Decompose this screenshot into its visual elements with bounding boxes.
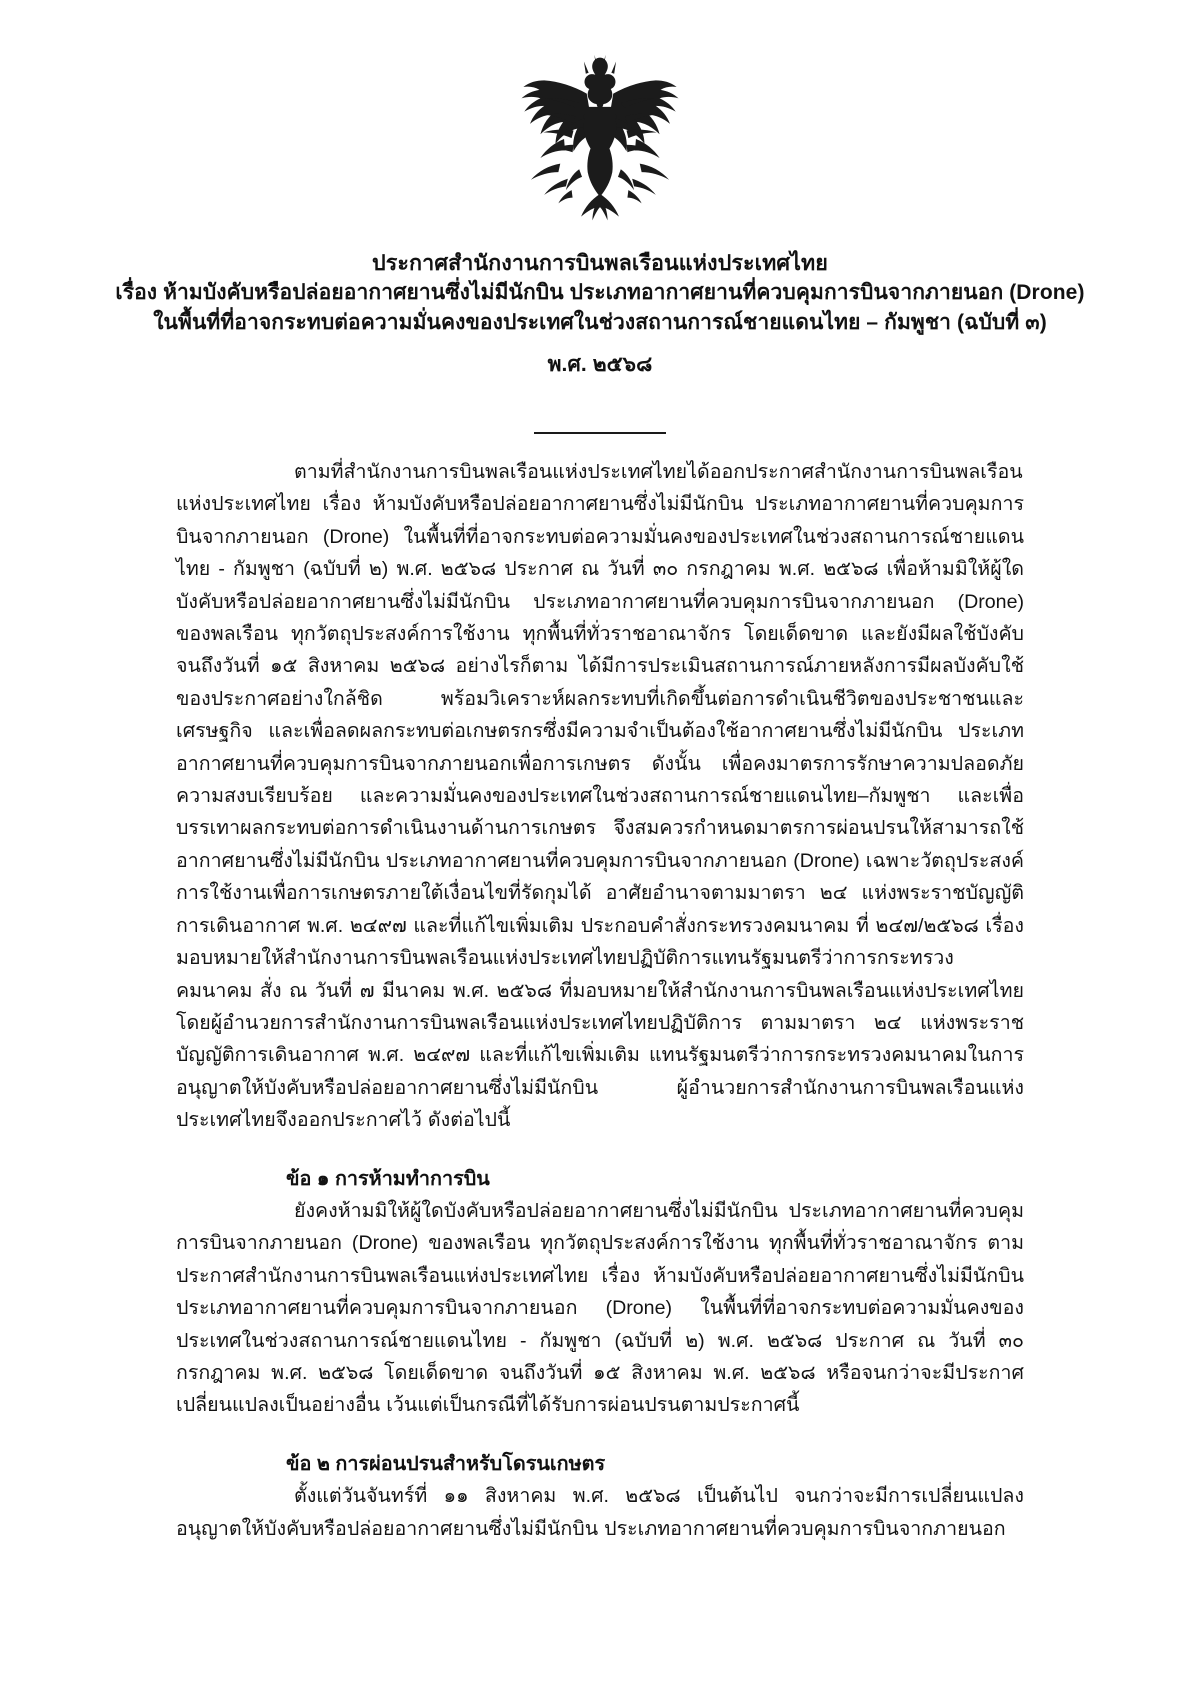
title-divider (0, 432, 1200, 434)
garuda-emblem-icon (505, 52, 695, 227)
title-line-1: ประกาศสำนักงานการบินพลเรือนแห่งประเทศไทย (371, 251, 829, 275)
title-line-4-year: พ.ศ. ๒๕๖๘ (547, 353, 653, 376)
horizontal-rule (534, 432, 666, 434)
title-line-3: ในพื้นที่ที่อาจกระทบต่อความมั่นคงของประเทศในช่วงสถานการณ์ชายแดนไทย – กัมพูชา (ฉบับที่ ๓) (153, 311, 1047, 334)
section-2-heading: ข้อ ๒ การผ่อนปรนสำหรับโดรนเกษตร (286, 1452, 606, 1475)
emblem-container (0, 52, 1200, 227)
section-1-body: ยังคงห้ามมิให้ผู้ใดบังคับหรือปล่อยอากาศยานซึ่งไม่มีนักบิน ประเภทอากาศยานที่ควบคุมการบินจากภายนอก (Drone) ของพลเรือน ทุกวัตถุประสงค์การใช้งาน ทุกพื้นที่ทั่วราชอาณาจักร ตามประกาศสำนักงานการบินพลเรือนแห่งประเทศไทย เรื่อง ห้ามบังคับหรือปล่อยอากาศยานซึ่งไม่มีนักบิน ประเภทอากาศยานที่ควบคุมการบินจากภายนอก (Drone) ในพื้นที่ที่อาจกระทบต่อความมั่นคงของประเทศในช่วงสถานการณ์ชายแดนไทย - กัมพูชา (ฉบับที่ ๒) พ.ศ. ๒๕๖๘ ประกาศ ณ วันที่ ๓๐ กรกฎาคม พ.ศ. ๒๕๖๘ โดยเด็ดขาด จนถึงวันที่ ๑๕ สิงหาคม พ.ศ. ๒๕๖๘ หรือจนกว่าจะมีประกาศเปลี่ยนแปลงเป็นอย่างอื่น เว้นแต่เป็นกรณีที่ได้รับการผ่อนปรนตามประกาศนี้ (176, 1199, 1024, 1417)
section-1-heading: ข้อ ๑ การห้ามทำการบิน (286, 1167, 490, 1190)
document-body (176, 456, 1024, 1545)
title-line-2: เรื่อง ห้ามบังคับหรือปล่อยอากาศยานซึ่งไม่มีนักบิน ประเภทอากาศยานที่ควบคุมการบินจากภายนอก (Drone) (115, 281, 1085, 304)
document-title-block (100, 248, 1100, 380)
section-2-body: ตั้งแต่วันจันทร์ที่ ๑๑ สิงหาคม พ.ศ. ๒๕๖๘ เป็นต้นไป จนกว่าจะมีการเปลี่ยนแปลง อนุญาตให้บังคับหรือปล่อยอากาศยานซึ่งไม่มีนักบิน ประเภทอากาศยานที่ควบคุมการบินจากภายนอก (176, 1485, 1024, 1540)
preamble-paragraph: ตามที่สำนักงานการบินพลเรือนแห่งประเทศไทยได้ออกประกาศสำนักงานการบินพลเรือนแห่งประเทศไทย เรื่อง ห้ามบังคับหรือปล่อยอากาศยานซึ่งไม่มีนักบิน ประเภทอากาศยานที่ควบคุมการบินจากภายนอก (Drone) ในพื้นที่ที่อาจกระทบต่อความมั่นคงของประเทศในช่วงสถานการณ์ชายแดนไทย - กัมพูชา (ฉบับที่ ๒) พ.ศ. ๒๕๖๘ ประกาศ ณ วันที่ ๓๐ กรกฎาคม พ.ศ. ๒๕๖๘ เพื่อห้ามมิให้ผู้ใดบังคับหรือปล่อยอากาศยานซึ่งไม่มีนักบิน ประเภทอากาศยานที่ควบคุมการบินจากภายนอก (Drone) ของพลเรือน ทุกวัตถุประสงค์การใช้งาน ทุกพื้นที่ทั่วราชอาณาจักร โดยเด็ดขาด และยังมีผลใช้บังคับจนถึงวันที่ ๑๕ สิงหาคม ๒๕๖๘ อย่างไรก็ตาม ได้มีการประเมินสถานการณ์ภายหลังการมีผลบังคับใช้ของประกาศอย่างใกล้ชิด พร้อมวิเคราะห์ผลกระทบที่เกิดขึ้นต่อการดำเนินชีวิตของประชาชนและเศรษฐกิจ และเพื่อลดผลกระทบต่อเกษตรกรซึ่งมีความจำเป็นต้องใช้อากาศยานซึ่งไม่มีนักบิน ประเภทอากาศยานที่ควบคุมการบินจากภายนอกเพื่อการเกษตร ดังนั้น เพื่อคงมาตรการรักษาความปลอดภัย ความสงบเรียบร้อย และความมั่นคงของประเทศในช่วงสถานการณ์ชายแดนไทย–กัมพูชา และเพื่อบรรเทาผลกระทบต่อการดำเนินงานด้านการเกษตร จึงสมควรกำหนดมาตรการผ่อนปรนให้สามารถใช้อากาศยานซึ่งไม่มีนักบิน ประเภทอากาศยานที่ควบคุมการบินจากภายนอก (Drone) เฉพาะวัตถุประสงค์การใช้งานเพื่อการเกษตรภายใต้เงื่อนไขที่รัดกุมได้ อาศัยอำนาจตามมาตรา ๒๔ แห่งพระราชบัญญัติการเดินอากาศ พ.ศ. ๒๔๙๗ และที่แก้ไขเพิ่มเติม ประกอบคำสั่งกระทรวงคมนาคม ที่ ๒๔๗/๒๕๖๘ เรื่อง มอบหมายให้สำนักงานการบินพลเรือนแห่งประเทศไทยปฏิบัติการแทนรัฐมนตรีว่าการกระทรวงคมนาคม สั่ง ณ วันที่ ๗ มีนาคม พ.ศ. ๒๕๖๘ ที่มอบหมายให้สำนักงานการบินพลเรือนแห่งประเทศไทยโดยผู้อำนวยการสำนักงานการบินพลเรือนแห่งประเทศไทยปฏิบัติการ ตามมาตรา ๒๔ แห่งพระราชบัญญัติการเดินอากาศ พ.ศ. ๒๔๙๗ และที่แก้ไขเพิ่มเติม แทนรัฐมนตรีว่าการกระทรวงคมนาคมในการอนุญาตให้บังคับหรือปล่อยอากาศยานซึ่งไม่มีนักบิน ผู้อำนวยการสำนักงานการบินพลเรือนแห่งประเทศไทยจึงออกประกาศไว้ ดังต่อไปนี้ (176, 461, 1024, 1132)
